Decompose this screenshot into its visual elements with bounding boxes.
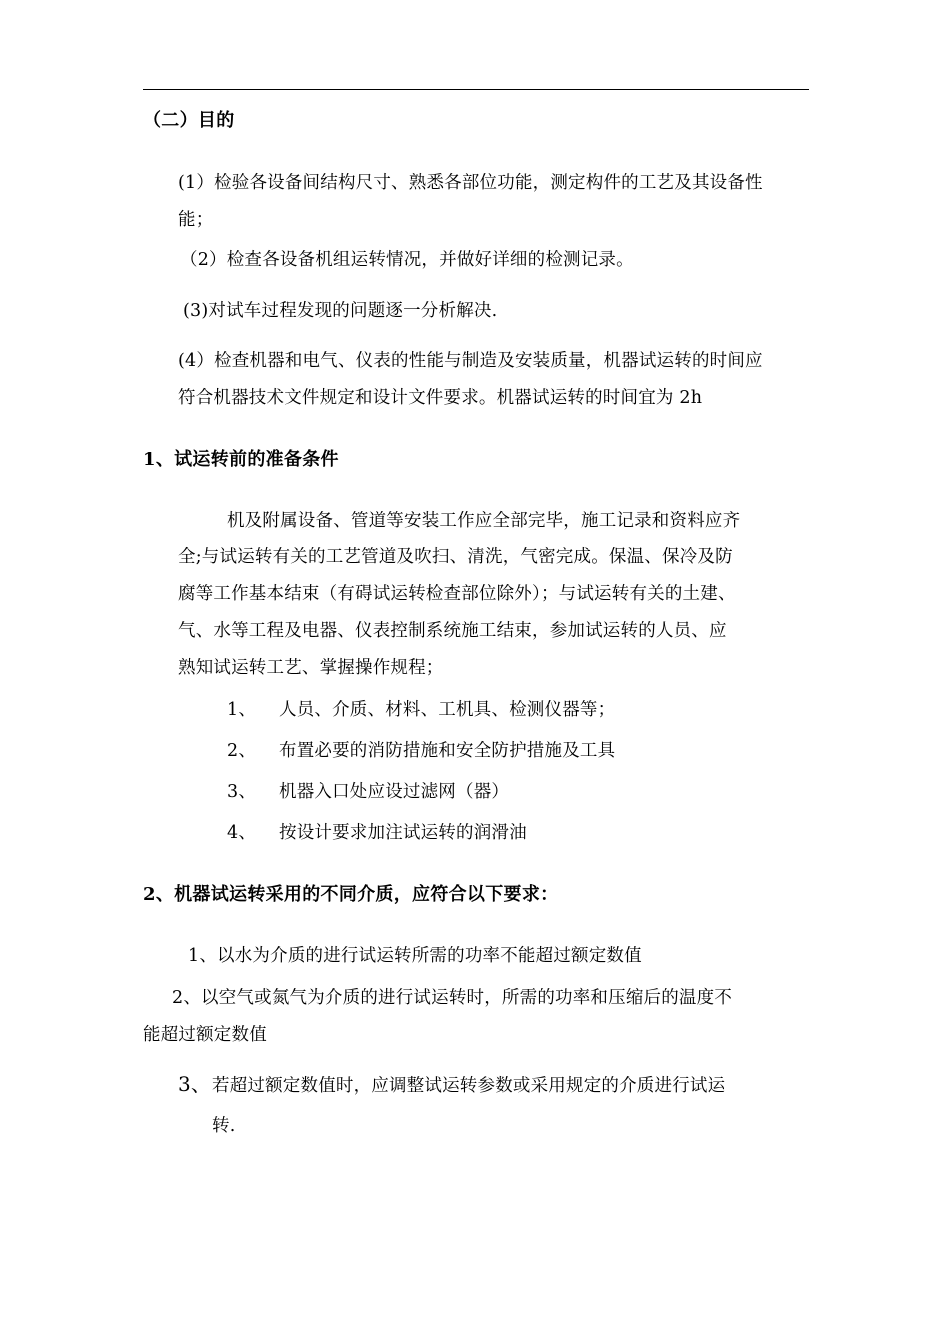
- prep-list-text: 布置必要的消防措施和安全防护措施及工具: [279, 741, 616, 761]
- purpose-item-2: （2）检查各设备机组运转情况，并做好详细的检测记录。: [180, 250, 634, 270]
- prep-list-text: 按设计要求加注试运转的润滑油: [279, 823, 527, 843]
- prep-heading: 1、试运转前的准备条件: [143, 449, 339, 470]
- prep-paragraph-line: 熟知试运转工艺、掌握操作规程；: [178, 658, 444, 678]
- prep-list-number: 2、: [227, 741, 257, 761]
- purpose-item-4-line-1: (4）检查机器和电气、仪表的性能与制造及安装质量，机器试运转的时间应: [178, 351, 763, 371]
- purpose-item-4-line-2: 符合机器技术文件规定和设计文件要求。机器试运转的时间宜为 2h: [178, 388, 703, 408]
- media-item-2-line-1: 2、以空气或氮气为介质的进行试运转时，所需的功率和压缩后的温度不: [172, 988, 733, 1008]
- prep-list-number: 1、: [227, 700, 257, 720]
- prep-paragraph-line: 腐等工作基本结束（有碍试运转检查部位除外）；与试运转有关的土建、: [178, 584, 736, 604]
- prep-paragraph-line: 机及附属设备、管道等安装工作应全部完毕，施工记录和资料应齐: [227, 511, 741, 531]
- media-item-2-line-2: 能超过额定数值: [143, 1025, 267, 1045]
- prep-list-text: 人员、介质、材料、工机具、检测仪器等；: [279, 700, 616, 720]
- prep-list-number: 4、: [227, 823, 257, 843]
- media-item-3-line-2: 转.: [212, 1116, 236, 1136]
- section-title: （二）目的: [143, 110, 235, 131]
- media-item-1: 1、以水为介质的进行试运转所需的功率不能超过额定数值: [188, 946, 642, 966]
- purpose-item-1-line-1: (1）检验各设备间结构尺寸、熟悉各部位功能，测定构件的工艺及其设备性: [178, 173, 763, 193]
- media-item-3-line-1: 若超过额定数值时，应调整试运转参数或采用规定的介质进行试运: [212, 1076, 726, 1096]
- header-rule: [143, 89, 809, 90]
- prep-paragraph-line: 全;与试运转有关的工艺管道及吹扫、清洗，气密完成。保温、保冷及防: [178, 547, 733, 567]
- purpose-item-1-line-2: 能；: [178, 210, 214, 230]
- purpose-item-3: (3)对试车过程发现的问题逐一分析解决.: [183, 301, 498, 321]
- prep-paragraph-line: 气、水等工程及电器、仪表控制系统施工结束，参加试运转的人员、应: [178, 621, 727, 641]
- prep-list-number: 3、: [227, 782, 257, 802]
- prep-list-text: 机器入口处应设过滤网（器）: [279, 782, 510, 802]
- media-item-3-number: 3、: [178, 1072, 212, 1096]
- media-heading: 2、机器试运转采用的不同介质，应符合以下要求：: [143, 884, 559, 905]
